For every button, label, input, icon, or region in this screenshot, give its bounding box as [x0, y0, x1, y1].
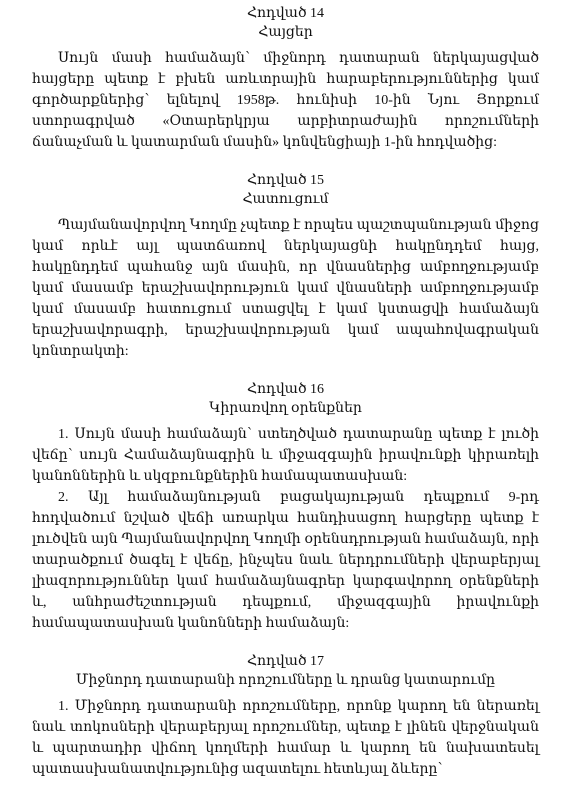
- article-number: Հոդված 15: [246, 173, 325, 188]
- article-14: [32, 4, 539, 153]
- article-paragraph: 1. Սույն մասի համաձայն՝ ստեղծված դատարանը պետք է լուծի վեճը՝ սույն Համաձայնագրին և միջազգային իրավունքի կիրառելի կանոններին և սկզբունքներին համապատասխան:: [32, 427, 539, 484]
- article-number: Հոդված 16: [246, 382, 325, 397]
- article-title: Հատուցում: [242, 192, 329, 207]
- article-title: Միջնորդ դատարանի որոշումները և դրանց կատարումը: [75, 673, 496, 688]
- article-16: [32, 380, 539, 634]
- article-paragraph: 2. Այլ համաձայնության բացակայության դեպքում 9-րդ հոդվածում նշված վեճի առարկա հանդիսացող հարցերը պետք է լուծվեն այն Պայմանավորվող Կողմի օրենսդրության համաձայն, որի տարածքում ծագել է վեճը, ինչպես նաև ներդրումների վերաբերյալ լիազորություններ կամ համաձայնագրեր կարգավորող օրենքների և, անհրաժեշտության դեպքում, միջազգային իրավունքի համապատասխան կանոնների համաձայն:: [32, 490, 539, 631]
- article-paragraph: Սույն մասի համաձայն՝ միջնորդ դատարան ներկայացված հայցերը պետք է բխեն առևտրային հարաբերություններից կամ գործարքներից՝ ելնելով 1958թ. հունիսի 10-ին Նյու Յորքում ստորագրված «Օտարերկրյա արբիտրաժային որոշումների ճանաչման և կատարման մասին» կոնվենցիայի 1-ին հոդվածից:: [32, 51, 539, 150]
- article-title: Հայցեր: [258, 25, 313, 40]
- article-15: [32, 171, 539, 362]
- article-17: [32, 652, 539, 780]
- article-paragraph: Պայմանավորվող Կողմը չպետք է որպես պաշտպանության միջոց կամ որևէ այլ պատճառով ներկայացնի հակընդդեմ հայց, հակընդդեմ պահանջ այն մասին, որ վնասներից ամբողջությամբ կամ մասամբ երաշխավորություն կամ վնասների ամբողջությամբ կամ մասամբ հատուցում ստացվել է կամ կստացվի համաձայն երաշխավորագրի, երաշխավորության կամ ապահովագրական կոնտրակտի:: [32, 218, 539, 359]
- article-paragraph: 1. Միջնորդ դատարանի որոշումները, որոնք կարող են ներառել նաև տոկոսների վերաբերյալ որոշումներ, պետք է լինեն վերջնական և պարտադիր վիճող կողմերի համար և կարող են նախատեսել պատասխանատվությունից ազատելու հետևյալ ձևերը՝: [32, 699, 539, 777]
- article-title: Կիրառվող օրենքներ: [209, 401, 362, 416]
- article-number: Հոդված 17: [246, 654, 325, 669]
- article-number: Հոդված 14: [246, 6, 325, 21]
